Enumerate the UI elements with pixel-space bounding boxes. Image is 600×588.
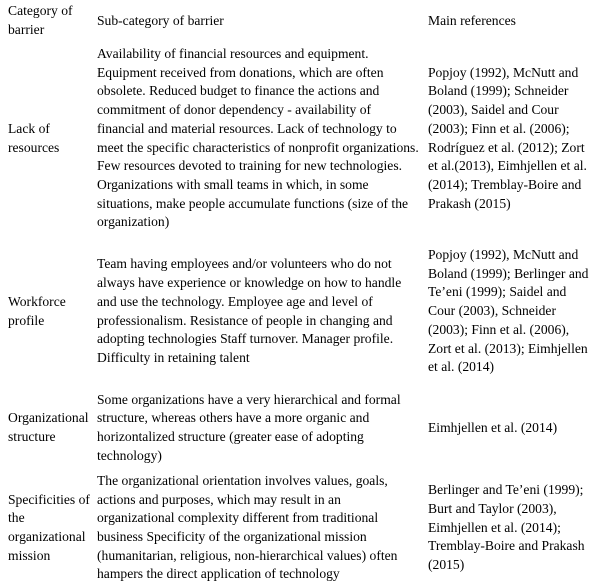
header-category-of-barrier: Category of barrier [8, 3, 73, 37]
table-row-lack-of-resources [8, 42, 595, 235]
table-row-specificities-of-mission [8, 468, 595, 588]
references-cell: Popjoy (1992), McNutt and Boland (1999); Berlinger and Te’eni (1999); Saidel and Cour (2003), Schneider (2003); Finn et al. (2006), Zort et al. (2013); Eimhjellen et al. (2014) [428, 247, 589, 375]
references-cell: Berlinger and Te’eni (1999); Burt and Taylor (2003), Eimhjellen et al. (2014); Tremblay-Boire and Prakash (2015) [428, 482, 585, 573]
subcategory-cell: The organizational orientation involves values, goals, actions and purposes, which may result in an organizational complexity different from traditional business Specificity of the organizational mission (humanitarian, religious, non-hierarchical values) often hampers the direct application of technology [97, 472, 398, 582]
category-cell: Specificities of the organizational mission [8, 491, 90, 563]
table-row-workforce-profile [8, 235, 595, 388]
table-header-row [8, 0, 595, 42]
header-sub-category-of-barrier: Sub-category of barrier [97, 12, 224, 28]
table-row-organizational-structure [8, 388, 595, 468]
category-cell: Workforce profile [8, 293, 66, 328]
category-cell: Lack of resources [8, 120, 60, 155]
barriers-table [8, 0, 595, 588]
subcategory-cell: Team having employees and/or volunteers who do not always have experience or knowledge on how to handle and use the technology. Employee age and level of professionalism. Resistance of people in changing and adopting technologies Staff turnover. Manager profile. Difficulty in retaining talent [97, 256, 402, 365]
header-main-references: Main references [428, 12, 516, 28]
references-cell: Eimhjellen et al. (2014) [428, 419, 558, 435]
category-cell: Organizational structure [8, 410, 89, 444]
references-cell: Popjoy (1992), McNutt and Boland (1999); Schneider (2003), Saidel and Cour (2003); Finn et al. (2006); Rodríguez et al. (2012); Zort et al.(2013), Eimhjellen et al. (2014); Tremblay-Boire and Prakash (2015) [428, 64, 587, 211]
subcategory-cell: Some organizations have a very hierarchical and formal structure, whereas others have a more organic and horizontalized structure (greater ease of adopting technology) [97, 391, 401, 463]
subcategory-cell: Availability of financial resources and equipment. Equipment received from donations, which are often obsolete. Reduced budget to finance the actions and commitment of donor dependency - availability of financial and material resources. Lack of technology to meet the specific characteristics of nonprofit organizations. Few resources devoted to training for new technologies. Organizations with small teams in which, in some situations, make people accumulate functions (size of the organization) [97, 45, 419, 230]
